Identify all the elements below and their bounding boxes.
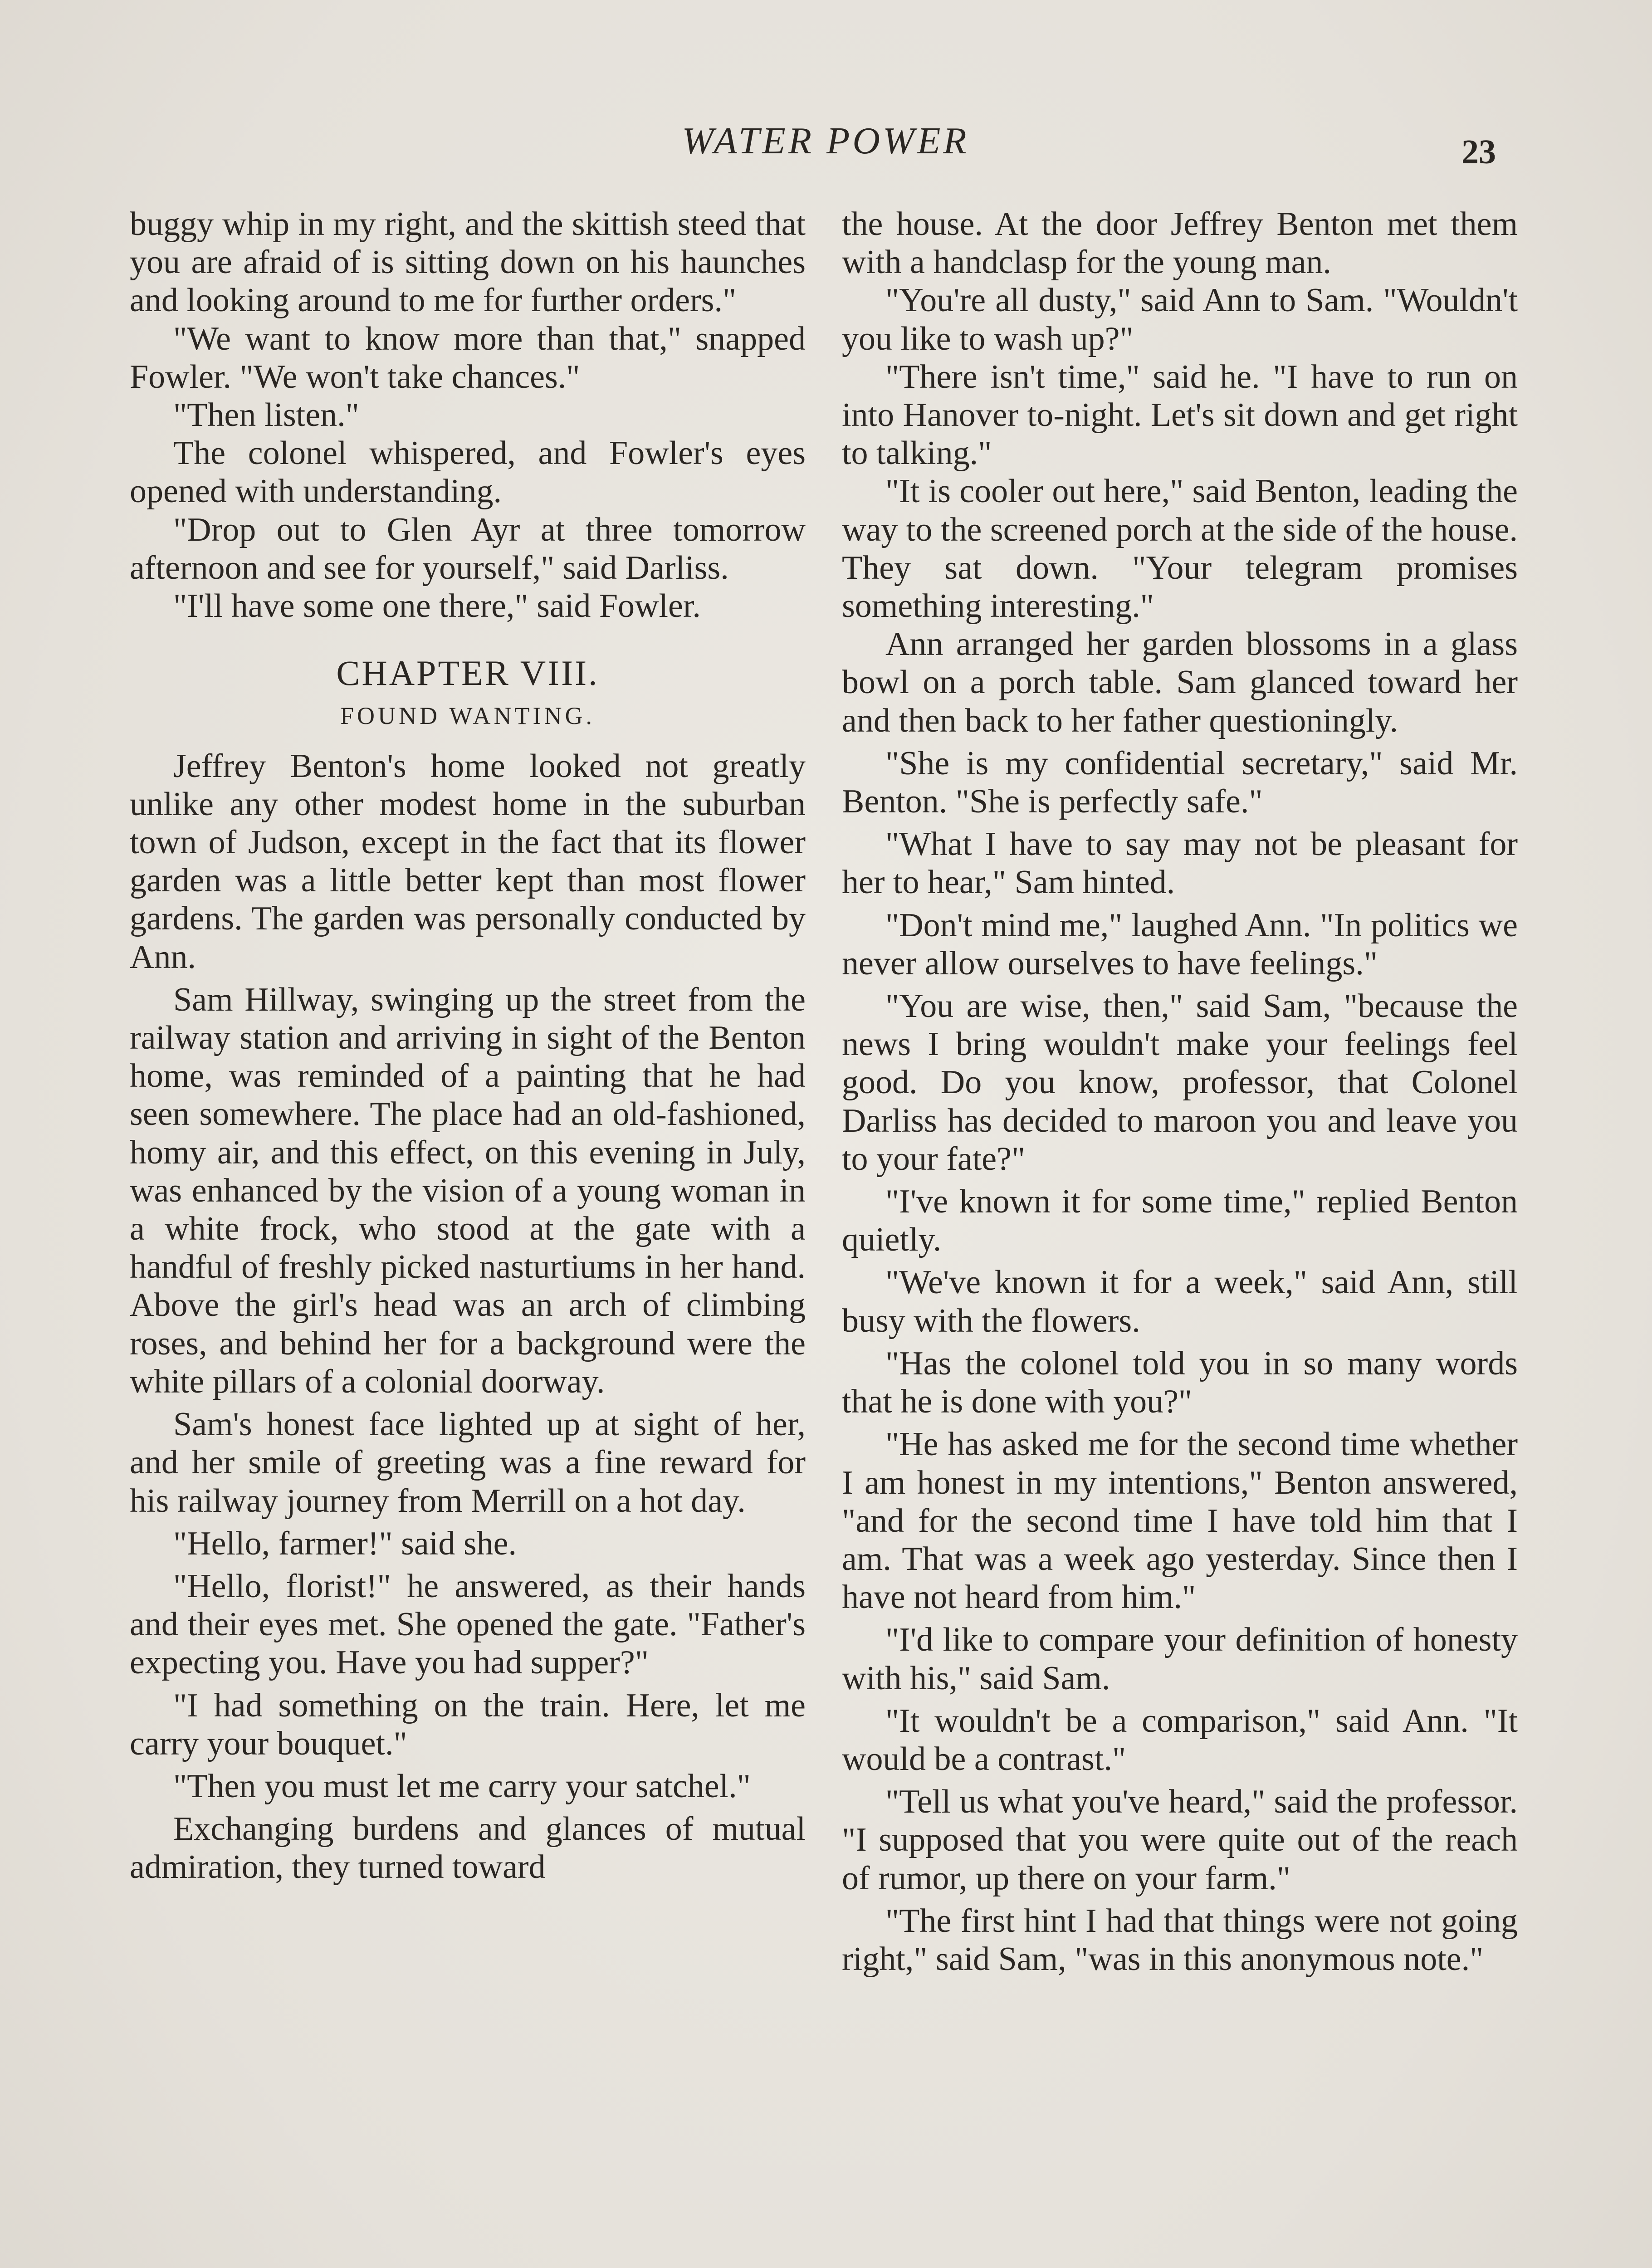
paragraph: "We've known it for a week," said Ann, still busy with the flowers. <box>842 1264 1518 1339</box>
paragraph: "Then listen." <box>173 396 359 434</box>
paragraph: The colonel whispered, and Fowler's eyes opened with understanding. <box>130 435 806 510</box>
left-column <box>130 205 806 1887</box>
paragraph: "It wouldn't be a comparison," said Ann. "It would be a contrast." <box>842 1702 1518 1778</box>
paragraph: Ann arranged her garden blossoms in a glass bowl on a porch table. Sam glanced toward her and then back to her father questioningly. <box>842 626 1518 739</box>
paragraph: "You are wise, then," said Sam, "because the news I bring wouldn't make your feelings feel good. Do you know, professor, that Colonel Darliss has decided to maroon you and leave you to your fate?" <box>842 987 1518 1178</box>
paragraph: "Hello, florist!" he answered, as their hands and their eyes met. She opened the gate. "Father's expecting you. Have you had supper?" <box>130 1567 806 1681</box>
right-column <box>842 205 1518 1978</box>
paragraph: "Then you must let me carry your satchel." <box>173 1767 751 1805</box>
paragraph: buggy whip in my right, and the skittish steed that you are afraid of is sitting down on his haunches and looking around to me for further orders." <box>130 205 806 319</box>
paragraph: "She is my confidential secretary," said Mr. Benton. "She is perfectly safe." <box>842 744 1518 821</box>
paragraph: "I'll have some one there," said Fowler. <box>173 587 701 625</box>
paragraph: "I'd like to compare your definition of honesty with his," said Sam. <box>842 1621 1518 1697</box>
paragraph: "It is cooler out here," said Benton, leading the way to the screened porch at the side of the house. They sat down. "Your telegram promises something interesting." <box>842 473 1518 625</box>
paragraph: "We want to know more than that," snapped Fowler. "We won't take chances." <box>130 320 806 396</box>
chapter-subtitle: FOUND WANTING. <box>340 702 595 730</box>
paragraph: Sam's honest face lighted up at sight of her, and her smile of greeting was a fine reward for his railway journey from Merrill on a hot day. <box>130 1406 806 1520</box>
running-title: WATER POWER <box>682 120 969 162</box>
paragraph: "Has the colonel told you in so many words that he is done with you?" <box>842 1344 1518 1421</box>
paragraph: "Hello, farmer!" said she. <box>173 1525 517 1562</box>
paragraph: "You're all dusty," said Ann to Sam. "Wouldn't you like to wash up?" <box>842 282 1518 357</box>
paragraph: "Don't mind me," laughed Ann. "In politics we never allow ourselves to have feelings." <box>842 906 1518 982</box>
paragraph: "I had something on the train. Here, let me carry your bouquet." <box>130 1686 806 1762</box>
paragraph: the house. At the door Jeffrey Benton met them with a handclasp for the young man. <box>842 205 1518 281</box>
paragraph: Exchanging burdens and glances of mutual admiration, they turned toward <box>130 1810 806 1886</box>
paragraph: "The first hint I had that things were not going right," said Sam, "was in this anonymous note." <box>842 1902 1518 1978</box>
paragraph: "Drop out to Glen Ayr at three tomorrow afternoon and see for yourself," said Darliss. <box>130 511 806 587</box>
paragraph: "There isn't time," said he. "I have to run on into Hanover to-night. Let's sit down and get right to talking." <box>842 358 1518 472</box>
chapter-title: CHAPTER VIII. <box>336 653 599 693</box>
paragraph: "I've known it for some time," replied Benton quietly. <box>842 1183 1518 1259</box>
page-number: 23 <box>1461 133 1496 171</box>
paragraph: Jeffrey Benton's home looked not greatly unlike any other modest home in the suburban town of Judson, except in the fact that its flower garden was a little better kept than most flower gardens. The garden was personally conducted by Ann. <box>130 747 806 976</box>
paragraph: "He has asked me for the second time whether I am honest in my intentions," Benton answered, "and for the second time I have told him that I am. That was a week ago yesterday. Since then I have not heard from him." <box>842 1426 1518 1616</box>
paragraph: "What I have to say may not be pleasant for her to hear," Sam hinted. <box>842 826 1518 901</box>
paragraph: "Tell us what you've heard," said the professor. "I supposed that you were quite out of the reach of rumor, up there on your farm." <box>842 1783 1518 1897</box>
paragraph: Sam Hillway, swinging up the street from the railway station and arriving in sight of the Benton home, was reminded of a painting that he had seen somewhere. The place had an old-fashioned, homy air, and this effect, on this evening in July, was enhanced by the vision of a young woman in a white frock, who stood at the gate with a handful of freshly picked nasturtiums in her hand. Above the girl's head was an arch of climbing roses, and behind her for a background were the white pillars of a colonial doorway. <box>130 981 806 1400</box>
